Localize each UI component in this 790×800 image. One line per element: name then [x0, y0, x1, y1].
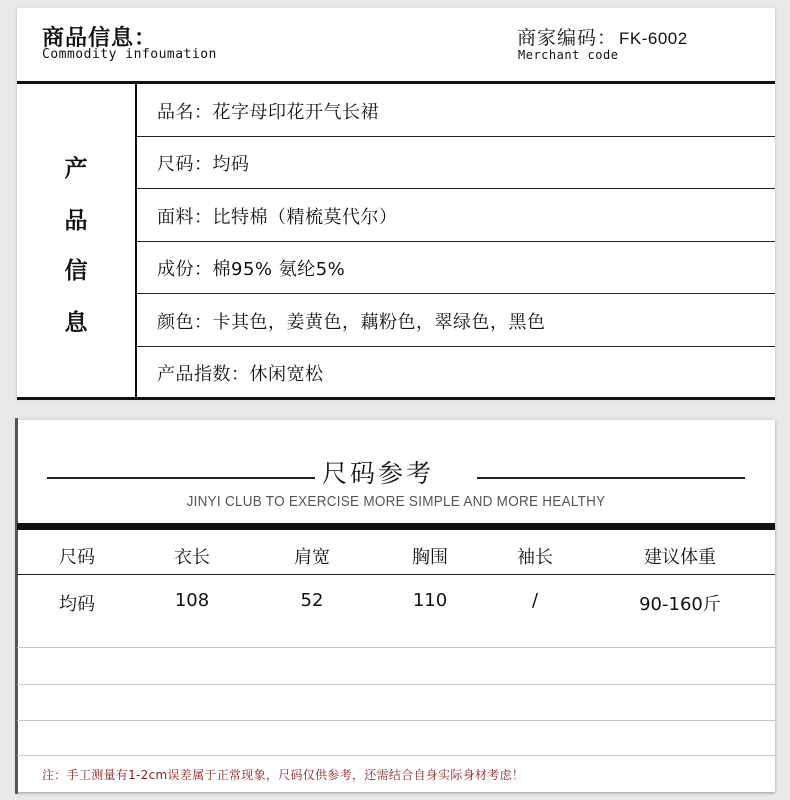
size-chart-divider: [17, 523, 775, 530]
info-row-colors: [137, 294, 775, 347]
info-side-label: [17, 84, 137, 398]
header-title: 商品信息：: [42, 26, 158, 51]
col-header-length: 衣长: [174, 547, 210, 568]
header-subtitle: Commodity infoumation: [42, 47, 217, 62]
size-chart-title: 尺码参考: [322, 459, 435, 488]
info-bottom-border: [17, 397, 775, 400]
table-header-divider: [17, 574, 775, 575]
info-row-name: [137, 84, 775, 137]
size-chart-card: [17, 420, 775, 792]
title-rule-left: [47, 477, 315, 479]
info-row-text: 面料：比特棉（精梳莫代尔）: [157, 207, 398, 228]
col-header-bust: 胸围: [412, 547, 448, 568]
measurement-note: 注：手工测量有1-2cm误差属于正常现象，尺码仅供参考，还需结合自身实际身材考虑！: [42, 768, 525, 782]
table-row-divider: [17, 755, 775, 756]
table-row-divider: [17, 647, 775, 648]
col-header-sleeve: 袖长: [517, 547, 553, 568]
merchant-label: 商家编码：: [517, 27, 618, 49]
title-rule-right: [477, 477, 745, 479]
cell-length: 108: [174, 590, 210, 611]
table-row-divider: [17, 720, 775, 721]
merchant-code-value: FK-6002: [619, 29, 688, 48]
merchant-code: [517, 23, 688, 50]
col-header-shoulder: 肩宽: [294, 547, 330, 568]
cell-size: 均码: [59, 594, 95, 615]
col-header-size: 尺码: [59, 547, 95, 568]
cell-weight: 90-160斤: [639, 594, 721, 615]
info-rows: [137, 84, 775, 398]
info-row-text: 品名：花字母印花开气长裙: [157, 102, 379, 123]
cell-sleeve: /: [531, 590, 539, 611]
side-char: 信: [64, 258, 88, 284]
cell-bust: 110: [412, 590, 448, 611]
info-row-text: 颜色：卡其色，姜黄色，藕粉色，翠绿色，黑色: [157, 312, 546, 333]
col-header-weight: 建议体重: [644, 547, 716, 568]
info-row-text: 成份：棉95% 氨纶5%: [157, 259, 346, 280]
side-char: 品: [64, 208, 88, 234]
table-row-divider: [17, 684, 775, 685]
cell-shoulder: 52: [300, 590, 324, 611]
size-chart-subtitle: JINYI CLUB TO EXERCISE MORE SIMPLE AND MORE HEALTHY: [186, 493, 606, 510]
product-info-card: [17, 8, 775, 398]
side-char: 产: [64, 156, 88, 182]
side-char: 息: [64, 310, 88, 336]
info-row-fit: [137, 346, 775, 398]
info-row-fabric: [137, 189, 775, 242]
merchant-subtitle: Merchant code: [518, 48, 619, 62]
info-row-text: 产品指数：休闲宽松: [157, 364, 324, 385]
info-row-size: [137, 136, 775, 189]
info-row-composition: [137, 241, 775, 294]
info-header: [17, 8, 775, 82]
product-info-table: [17, 84, 775, 398]
info-row-text: 尺码：均码: [157, 154, 250, 175]
